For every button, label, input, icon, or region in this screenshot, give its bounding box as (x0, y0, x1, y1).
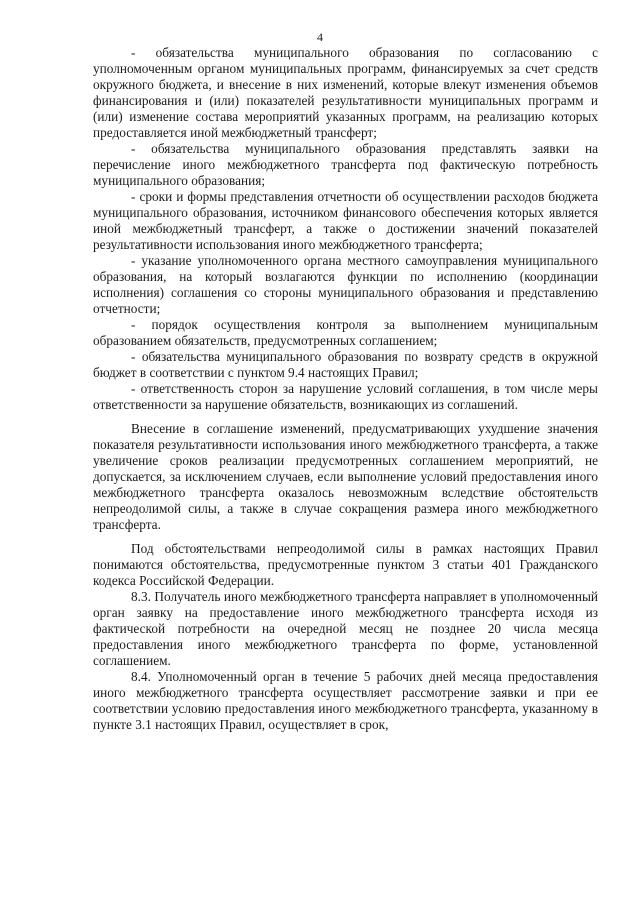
paragraph-amendments: Внесение в соглашение изменений, предусматривающих ухудшение значения показателя результативности использования иного межбюджетного трансферта, а также увеличение сроков реализации предусмотренных соглашением мероприятий, не допускается, за исключением случаев, если выполнение условий предоставления иного межбюджетного трансферта оказалось невозможным вследствие обстоятельств непреодолимой силы, а также в случае сокращения размера иного межбюджетного трансферта. (93, 421, 598, 532)
paragraph-section-8-3: 8.3. Получатель иного межбюджетного трансферта направляет в уполномоченный орган заявку на предоставление иного межбюджетного трансферта исходя из фактической потребности на очередной месяц не позднее 20 числа месяца предоставления иного межбюджетного трансферта по форме, установленной соглашением. (93, 589, 598, 668)
paragraph-force-majeure: Под обстоятельствами непреодолимой силы в рамках настоящих Правил понимаются обстоятельства, предусмотренные пунктом 3 статьи 401 Гражданского кодекса Российской Федерации. (93, 541, 598, 588)
paragraph-bullet-reporting: - сроки и формы представления отчетности об осуществлении расходов бюджета муниципального образования, источником финансового обеспечения которых является иной межбюджетный трансферт, а также о достижении значений показателей результативности использования иного межбюджетного трансферта; (93, 189, 598, 252)
document-body (93, 45, 598, 733)
paragraph-bullet-refund: - обязательства муниципального образования по возврату средств в окружной бюджет в соответствии с пунктом 9.4 настоящих Правил; (93, 349, 598, 380)
paragraph-bullet-control: - порядок осуществления контроля за выполнением муниципальным образованием обязательств, предусмотренных соглашением; (93, 317, 598, 348)
paragraph-bullet-liability: - ответственность сторон за нарушение условий соглашения, в том числе меры ответственности за нарушение обязательств, возникающих из соглашений. (93, 381, 598, 412)
page-number: 4 (317, 30, 323, 44)
paragraph-bullet-responsible-body: - указание уполномоченного органа местного самоуправления муниципального образования, на который возлагаются функции по исполнению (координации исполнения) соглашения со стороны муниципального образования и представлению отчетности; (93, 253, 598, 316)
paragraph-bullet-requests: - обязательства муниципального образования представлять заявки на перечисление иного межбюджетного трансферта под фактическую потребность муниципального образования; (93, 141, 598, 188)
paragraph-section-8-4: 8.4. Уполномоченный орган в течение 5 рабочих дней месяца предоставления иного межбюджетного трансферта осуществляет рассмотрение заявки и при ее соответствии условию предоставления иного межбюджетного трансферта, указанному в пункте 3.1 настоящих Правил, осуществляет в срок, (93, 669, 598, 732)
paragraph-bullet-program-coordination: - обязательства муниципального образования по согласованию с уполномоченным органом муниципальных программ, финансируемых за счет средств окружного бюджета, и внесение в них изменений, которые влекут изменения объемов финансирования и (или) показателей результативности муниципальных программ и (или) изменение состава мероприятий указанных программ, на реализацию которых предоставляется иной межбюджетный трансферт; (93, 45, 598, 140)
